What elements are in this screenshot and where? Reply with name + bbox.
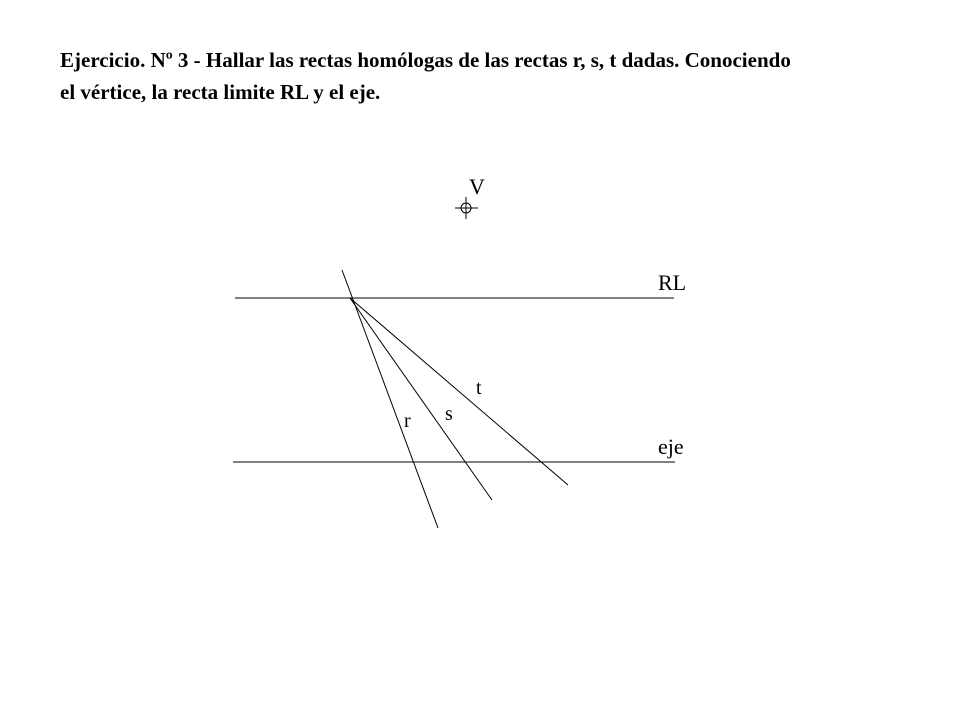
line-t-label: t bbox=[476, 377, 482, 399]
line-r bbox=[342, 270, 438, 528]
vertex-marker bbox=[455, 197, 478, 219]
axis-label: eje bbox=[658, 434, 684, 459]
line-r-label: r bbox=[404, 410, 411, 432]
exercise-statement-line-1: Ejercicio. Nº 3 - Hallar las rectas homólogas de las rectas r, s, t dadas. Conociendo bbox=[60, 48, 791, 72]
line-s-label: s bbox=[445, 403, 453, 425]
exercise-statement-line-2: el vértice, la recta limite RL y el eje. bbox=[60, 80, 381, 104]
line-t bbox=[350, 298, 568, 485]
line-s bbox=[350, 298, 492, 500]
limit-line-label: RL bbox=[658, 270, 687, 295]
vertex-label: V bbox=[469, 174, 485, 199]
